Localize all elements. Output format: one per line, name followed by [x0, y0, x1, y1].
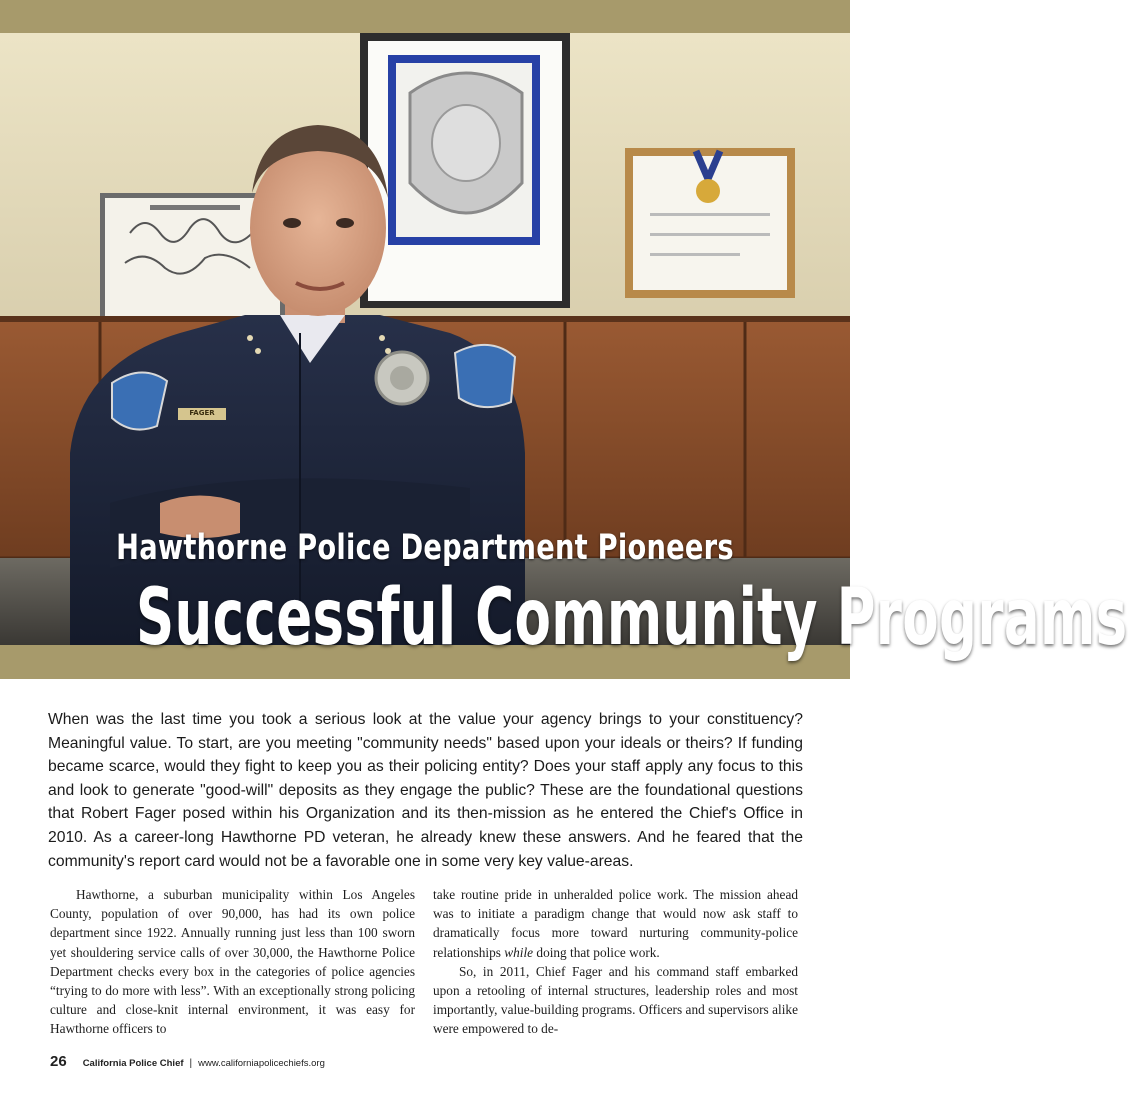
body-paragraph: So, in 2011, Chief Fager and his command staff embarked upon a retooling of internal structures, leadership roles and most importantly, value-building programs. Officers and supervisors alike were empowered to de- [433, 963, 798, 1037]
top-color-band [0, 0, 850, 33]
body-paragraph [433, 885, 798, 962]
body-column-left [50, 885, 415, 1039]
framed-badge [360, 33, 570, 308]
name-tag-text: FAGER [189, 409, 215, 417]
body-text: doing that police work. [533, 944, 660, 960]
framed-certificate [625, 148, 795, 298]
body-paragraph: Hawthorne, a suburban municipality within Los Angeles County, population of over 90,000, has had its own police department since 1922. Annually running just less than 100 sworn yet shouldering service calls of over 30,000, the Hawthorne Police Department checks every box in the categories of police agencies “trying to do more with less”. With an exceptionally strong policing culture and close-knit internal environment, it was easy for Hawthorne officers to [50, 887, 415, 1037]
intro-paragraph: When was the last time you took a serious look at the value your agency brings to your constituency? Meaningful value. To start, are you meeting "community needs" based upon your ideals or theirs? If funding became scarce, would they fight to keep you as their policing entity? Does your staff apply any focus to this and look to generate "good-will" deposits as they engage the public? These are the foundational questions that Robert Fager posed within his Organization and its then-mission as he entered the Chief's Office in 2010. As a career-long Hawthorne PD veteran, he already knew these answers. And he feared that the community's report card would not be a favorable one in some very key value-areas. [48, 711, 803, 870]
body-text: take routine pride in unheralded police work. The mission ahead was to initiate a paradigm change that would now ask staff to dramatically focus more toward nurturing community-police relationships [433, 887, 798, 960]
page-number: 26 [50, 1053, 67, 1070]
website-link[interactable]: www.californiapolicechiefs.org [198, 1058, 325, 1069]
emphasis-text: while [504, 944, 534, 960]
headline-kicker: Hawthorne Police Department Pioneers [116, 528, 734, 568]
headline-title: Successful Community Programs [136, 573, 1128, 663]
page-footer [50, 1053, 325, 1073]
publication-name: California Police Chief [82, 1058, 184, 1069]
body-column-right [433, 885, 798, 1039]
footer-separator: | [189, 1058, 193, 1069]
